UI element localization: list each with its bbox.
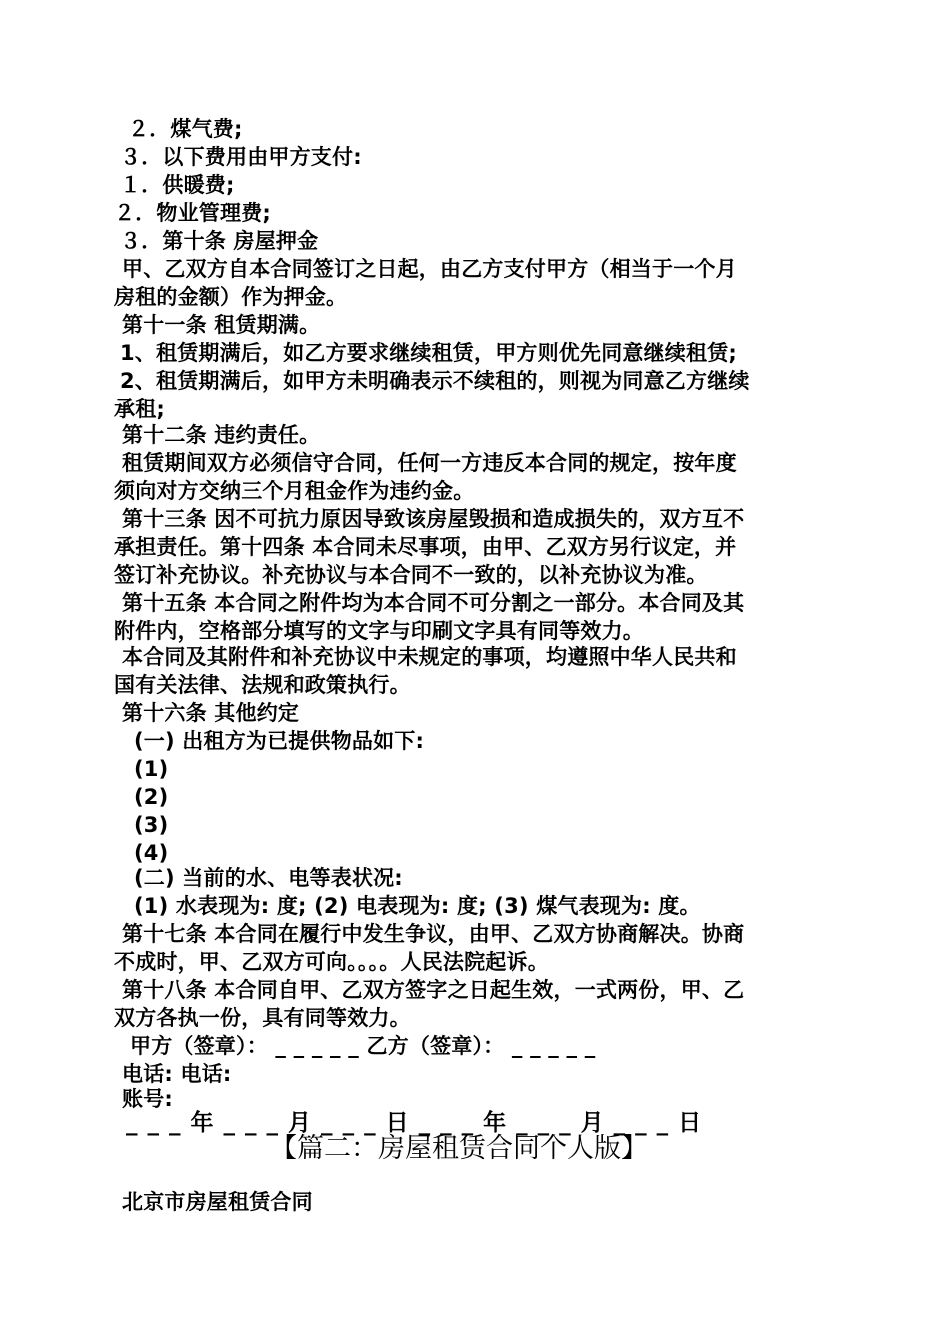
text-line-28: (二) 当前的水、电等表状况: xyxy=(134,866,403,890)
text-line-18: 第十五条 本合同之附件均为本合同不可分割之一部分。本合同及其 xyxy=(122,591,745,615)
text-line-13: 租赁期间双方必须信守合同，任何一方违反本合同的规定，按年度 xyxy=(122,451,737,475)
account-line: 账号: xyxy=(122,1087,173,1111)
text-line-20: 本合同及其附件和补充协议中未规定的事项，均遵照中华人民共和 xyxy=(122,645,737,669)
text-line-27: (4) xyxy=(134,841,169,865)
text-line-33: 双方各执一份，具有同等效力。 xyxy=(114,1006,411,1030)
text-line-17: 签订补充协议。补充协议与本合同不一致的，以补充协议为准。 xyxy=(114,563,708,587)
text-line-16: 承担责任。第十四条 本合同未尽事项，由甲、乙双方另行议定，并 xyxy=(114,535,737,559)
text-line-5: ３．第十条 房屋押金 xyxy=(120,229,319,253)
text-line-12: 第十二条 违约责任。 xyxy=(122,423,321,447)
text-line-9: 1、租赁期满后，如乙方要求继续租赁，甲方则优先同意继续租赁; xyxy=(120,341,738,365)
text-line-29: (1) 水表现为: 度; (2) 电表现为: 度; (3) 煤气表现为: 度。 xyxy=(134,894,701,918)
text-line-10: 2、租赁期满后，如甲方未明确表示不续租的，则视为同意乙方继续 xyxy=(120,369,750,393)
phone-line: 电话: 电话: xyxy=(122,1062,232,1086)
text-line-6: 甲、乙双方自本合同签订之日起，由乙方支付甲方（相当于一个月 xyxy=(122,257,737,281)
text-line-3: １．供暖费; xyxy=(120,173,235,197)
text-line-31: 不成时，甲、乙双方可向。。。。人民法院起诉。 xyxy=(114,950,549,974)
text-line-22: 第十六条 其他约定 xyxy=(122,701,300,725)
date-line: _ _ _ 年 _ _ _ 月 _ _ _ 日 _ _ _ 年 _ _ _ 月 _ _ _ 日 xyxy=(126,1110,703,1136)
text-line-23: (一) 出租方为已提供物品如下: xyxy=(134,729,425,753)
text-line-2: ３．以下费用由甲方支付: xyxy=(120,145,362,169)
text-line-14: 须向对方交纳三个月租金作为违约金。 xyxy=(114,479,475,503)
text-line-11: 承租; xyxy=(114,397,165,421)
text-line-26: (3) xyxy=(134,813,169,837)
text-line-4: ２．物业管理费; xyxy=(114,201,271,225)
text-line-24: (1) xyxy=(134,757,169,781)
text-line-21: 国有关法律、法规和政策执行。 xyxy=(114,673,411,697)
sub-heading: 北京市房屋租赁合同 xyxy=(122,1190,313,1214)
text-line-30: 第十七条 本合同在履行中发生争议，由甲、乙双方协商解决。协商 xyxy=(122,922,745,946)
section-title: 【篇二：房屋租赁合同个人版】 xyxy=(270,1133,648,1164)
text-line-8: 第十一条 租赁期满。 xyxy=(122,313,321,337)
text-line-32: 第十八条 本合同自甲、乙双方签字之日起生效，一式两份，甲、乙 xyxy=(122,978,745,1002)
text-line-25: (2) xyxy=(134,785,169,809)
text-line-1: ２．煤气费; xyxy=(128,117,243,141)
text-line-19: 附件内，空格部分填写的文字与印刷文字具有同等效力。 xyxy=(114,619,644,643)
signature-line: 甲方（签章）： _ _ _ _ _ 乙方（签章）： _ _ _ _ _ xyxy=(130,1034,596,1058)
text-line-7: 房租的金额）作为押金。 xyxy=(114,285,348,309)
text-line-15: 第十三条 因不可抗力原因导致该房屋毁损和造成损失的，双方互不 xyxy=(122,507,745,531)
